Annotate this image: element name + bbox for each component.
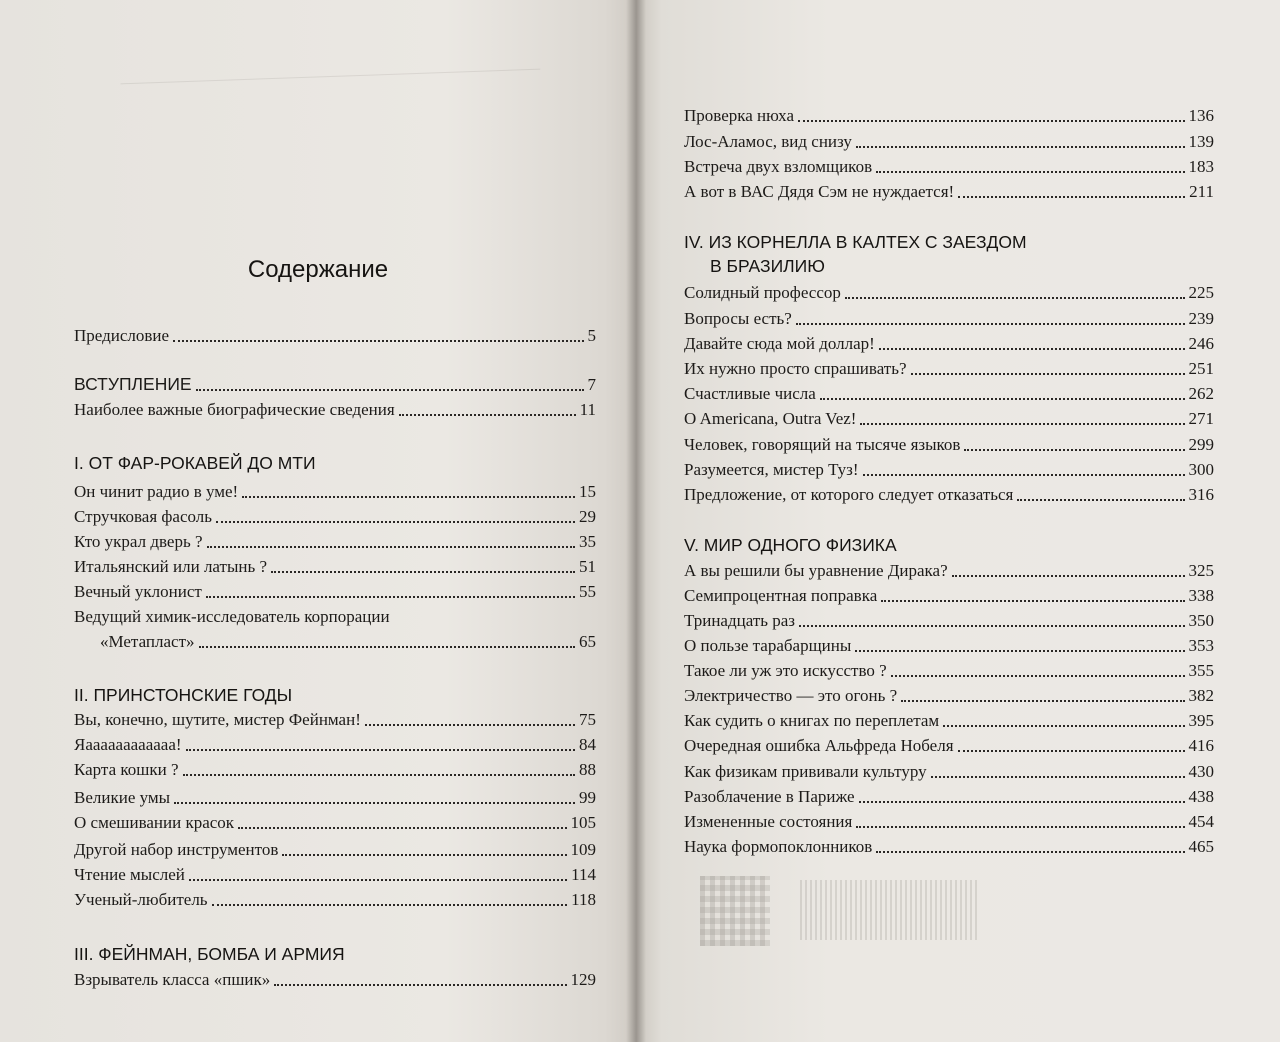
toc-entry — [74, 888, 596, 912]
toc-entry — [74, 324, 596, 348]
toc-page-number: 395 — [1188, 711, 1214, 730]
toc-section-heading: III. ФЕЙНМАН, БОМБА И АРМИЯ — [74, 944, 345, 964]
toc-entry-label: Солидный профессор — [684, 283, 841, 302]
toc-leader-dots — [271, 570, 575, 573]
toc-page-number: 239 — [1188, 309, 1214, 328]
toc-entry-label: Великие умы — [74, 788, 171, 807]
toc-entry — [684, 609, 1214, 633]
toc-page-number: 65 — [579, 632, 596, 651]
bleed-through-header — [120, 47, 541, 85]
toc-entry-label: Вечный уклонист — [74, 582, 202, 601]
toc-section-heading: IV. ИЗ КОРНЕЛЛА В КАЛТЕХ С ЗАЕЗДОМ — [684, 232, 1027, 252]
toc-entry-label: О смешивании красок — [74, 813, 235, 832]
toc-page-number: 246 — [1188, 334, 1214, 353]
toc-page-number: 84 — [579, 735, 596, 754]
toc-page-number: 129 — [570, 970, 596, 989]
book-gutter — [626, 0, 646, 1042]
toc-leader-dots — [796, 322, 1185, 325]
toc-entry-label: Другой набор инструментов — [74, 840, 279, 859]
toc-leader-dots — [238, 826, 566, 829]
toc-leader-dots — [799, 624, 1184, 627]
toc-entry-label: Ученый-любитель — [74, 890, 208, 909]
toc-page-number: 262 — [1188, 384, 1214, 403]
toc-entry — [684, 407, 1214, 431]
toc-page-number: 465 — [1188, 837, 1214, 856]
toc-entry-label: О пользе тарабарщины — [684, 636, 852, 655]
toc-entry — [74, 398, 596, 422]
toc-entry — [684, 483, 1214, 507]
toc-page-number: 271 — [1188, 409, 1214, 428]
toc-entry — [74, 811, 596, 835]
toc-page-number: 316 — [1188, 485, 1214, 504]
toc-section-heading: V. МИР ОДНОГО ФИЗИКА — [684, 535, 897, 555]
toc-entry — [74, 555, 596, 579]
toc-entry-label: ВСТУПЛЕНИЕ — [74, 374, 192, 394]
toc-leader-dots — [901, 699, 1184, 702]
toc-page-number: 118 — [571, 890, 596, 909]
toc-page-number: 300 — [1188, 460, 1214, 479]
left-page — [0, 0, 636, 1042]
toc-page-number: 75 — [579, 710, 596, 729]
toc-page-number: 211 — [1189, 182, 1214, 201]
toc-entry-label: Давайте сюда мой доллар! — [684, 334, 875, 353]
toc-leader-dots — [173, 339, 583, 342]
barcode-bleed-through — [800, 880, 980, 940]
toc-entry — [684, 307, 1214, 331]
toc-leader-dots — [856, 825, 1184, 828]
toc-entry — [74, 505, 596, 529]
toc-entry-label: А вот в ВАС Дядя Сэм не нуждается! — [684, 182, 955, 201]
toc-entry — [684, 734, 1214, 758]
toc-page-number: 99 — [579, 788, 596, 807]
toc-entry-label: Предисловие — [74, 326, 170, 345]
toc-entry-label: Вопросы есть? — [684, 309, 792, 328]
toc-leader-dots — [183, 773, 575, 776]
toc-entry — [74, 863, 596, 887]
toc-entry — [684, 180, 1214, 204]
toc-entry — [100, 630, 596, 654]
toc-entry — [74, 372, 596, 397]
toc-leader-dots — [931, 775, 1185, 778]
toc-entry — [684, 104, 1214, 128]
toc-entry — [684, 458, 1214, 482]
toc-leader-dots — [399, 413, 576, 416]
toc-entry-label: Итальянский или латынь ? — [74, 557, 268, 576]
toc-entry — [684, 155, 1214, 179]
toc-entry — [684, 709, 1214, 733]
toc-entry-label: Как судить о книгах по переплетам — [684, 711, 940, 730]
toc-page-number: 299 — [1188, 435, 1214, 454]
toc-entry — [684, 634, 1214, 658]
toc-entry — [684, 332, 1214, 356]
toc-section-heading: I. ОТ ФАР-РОКАВЕЙ ДО МТИ — [74, 453, 316, 473]
toc-entry — [684, 382, 1214, 406]
toc-entry-label: Чтение мыслей — [74, 865, 185, 884]
qr-code-bleed-through — [700, 876, 770, 946]
toc-leader-dots — [820, 397, 1185, 400]
toc-leader-dots — [206, 595, 575, 598]
toc-entry — [684, 810, 1214, 834]
toc-page-number: 355 — [1188, 661, 1214, 680]
toc-entry-label: Человек, говорящий на тысяче языков — [684, 435, 961, 454]
toc-entry — [74, 530, 596, 554]
toc-page-number: 416 — [1188, 736, 1214, 755]
toc-page-number: 109 — [570, 840, 596, 859]
toc-leader-dots — [282, 853, 566, 856]
toc-entry-label: А вы решили бы уравнение Дирака? — [684, 561, 948, 580]
toc-page-number: 183 — [1188, 157, 1214, 176]
toc-leader-dots — [958, 195, 1185, 198]
toc-entry-label: Встреча двух взломщиков — [684, 157, 873, 176]
toc-entry-label: Стручковая фасоль — [74, 507, 213, 526]
toc-entry-label: Ведущий химик-исследователь корпорации — [74, 607, 390, 626]
toc-leader-dots — [879, 347, 1185, 350]
toc-entry — [74, 968, 596, 992]
toc-leader-dots — [196, 388, 584, 391]
toc-entry — [74, 480, 596, 504]
toc-entry-label: Предложение, от которого следует отказаться — [684, 485, 1014, 504]
toc-leader-dots — [891, 674, 1185, 677]
toc-entry — [684, 281, 1214, 305]
toc-leader-dots — [943, 724, 1184, 727]
toc-page-number: 105 — [570, 813, 596, 832]
toc-entry-label: Разумеется, мистер Туз! — [684, 460, 859, 479]
toc-page-number: 251 — [1188, 359, 1214, 378]
toc-page-number: 225 — [1188, 283, 1214, 302]
toc-entry — [684, 559, 1214, 583]
toc-leader-dots — [798, 119, 1184, 122]
toc-leader-dots — [212, 903, 568, 906]
toc-entry-label: Наиболее важные биографические сведения — [74, 400, 395, 419]
toc-entry-label: Счастливые числа — [684, 384, 816, 403]
toc-entry-label: Он чинит радио в уме! — [74, 482, 239, 501]
toc-page-number: 51 — [579, 557, 596, 576]
toc-entry — [74, 786, 596, 810]
toc-page-number: 7 — [587, 375, 596, 394]
toc-page-number: 454 — [1188, 812, 1214, 831]
toc-entry-label: Разоблачение в Париже — [684, 787, 855, 806]
toc-leader-dots — [174, 801, 575, 804]
toc-entry-label: Лос-Аламос, вид снизу — [684, 132, 852, 151]
toc-section-heading: II. ПРИНСТОНСКИЕ ГОДЫ — [74, 685, 293, 705]
toc-page-number: 136 — [1188, 106, 1214, 125]
toc-leader-dots — [242, 495, 575, 498]
toc-leader-dots — [365, 723, 575, 726]
toc-entry — [684, 130, 1214, 154]
toc-entry — [684, 760, 1214, 784]
toc-page-number: 29 — [579, 507, 596, 526]
toc-leader-dots — [964, 448, 1184, 451]
toc-entry — [684, 659, 1214, 683]
toc-entry — [684, 584, 1214, 608]
toc-leader-dots — [207, 545, 575, 548]
toc-entry-label: Проверка нюха — [684, 106, 795, 125]
toc-leader-dots — [855, 649, 1184, 652]
toc-leader-dots — [860, 422, 1184, 425]
toc-entry-label: O Americana, Outra Vez! — [684, 409, 857, 428]
toc-entry-label: Электричество — это огонь ? — [684, 686, 898, 705]
toc-page-number: 325 — [1188, 561, 1214, 580]
toc-entry — [74, 758, 596, 782]
toc-leader-dots — [859, 800, 1185, 803]
toc-leader-dots — [952, 574, 1185, 577]
toc-entry-label: Карта кошки ? — [74, 760, 179, 779]
toc-entry-label: Очередная ошибка Альфреда Нобеля — [684, 736, 954, 755]
toc-page-number: 11 — [579, 400, 596, 419]
toc-entry — [74, 708, 596, 732]
toc-leader-dots — [881, 599, 1184, 602]
toc-entry-label: «Метапласт» — [100, 632, 195, 651]
toc-page-number: 350 — [1188, 611, 1214, 630]
toc-section-heading: В БРАЗИЛИЮ — [710, 256, 825, 276]
toc-leader-dots — [958, 749, 1185, 752]
toc-leader-dots — [863, 473, 1185, 476]
toc-page-number: 5 — [587, 326, 596, 345]
toc-page-number: 353 — [1188, 636, 1214, 655]
toc-entry — [74, 838, 596, 862]
toc-page-number: 139 — [1188, 132, 1214, 151]
toc-page-number: 35 — [579, 532, 596, 551]
toc-entry-label: Семипроцентная поправка — [684, 586, 878, 605]
toc-leader-dots — [1017, 498, 1184, 501]
toc-entry-label: Кто украл дверь ? — [74, 532, 203, 551]
toc-leader-dots — [199, 645, 576, 648]
toc-entry — [684, 357, 1214, 381]
toc-page-number: 382 — [1188, 686, 1214, 705]
toc-leader-dots — [876, 850, 1184, 853]
toc-page-number: 114 — [571, 865, 596, 884]
toc-page-number: 55 — [579, 582, 596, 601]
toc-leader-dots — [911, 372, 1185, 375]
toc-entry — [684, 684, 1214, 708]
toc-leader-dots — [189, 878, 567, 881]
toc-entry-label: Как физикам прививали культуру — [684, 762, 927, 781]
toc-page-number: 338 — [1188, 586, 1214, 605]
toc-entry — [74, 580, 596, 604]
toc-entry-label: Измененные состояния — [684, 812, 853, 831]
toc-entry-label: Наука формопоклонников — [684, 837, 873, 856]
toc-page-number: 88 — [579, 760, 596, 779]
toc-leader-dots — [845, 296, 1185, 299]
toc-page-number: 15 — [579, 482, 596, 501]
toc-leader-dots — [216, 520, 575, 523]
toc-entry-label: Их нужно просто спрашивать? — [684, 359, 907, 378]
toc-entry-label: Яаааааааааааа! — [74, 735, 182, 754]
toc-entry — [74, 733, 596, 757]
toc-entry-label: Вы, конечно, шутите, мистер Фейнман! — [74, 710, 361, 729]
toc-page-number: 430 — [1188, 762, 1214, 781]
toc-entry — [684, 785, 1214, 809]
toc-leader-dots — [186, 748, 575, 751]
toc-entry-label: Взрыватель класса «пшик» — [74, 970, 271, 989]
toc-page-number: 438 — [1188, 787, 1214, 806]
toc-leader-dots — [876, 170, 1184, 173]
toc-entry-label: Тринадцать раз — [684, 611, 796, 630]
toc-entry-label: Такое ли уж это искусство ? — [684, 661, 887, 680]
toc-leader-dots — [274, 983, 566, 986]
toc-leader-dots — [856, 145, 1185, 148]
toc-entry — [684, 433, 1214, 457]
toc-title: Содержание — [247, 256, 389, 283]
toc-entry — [684, 835, 1214, 859]
